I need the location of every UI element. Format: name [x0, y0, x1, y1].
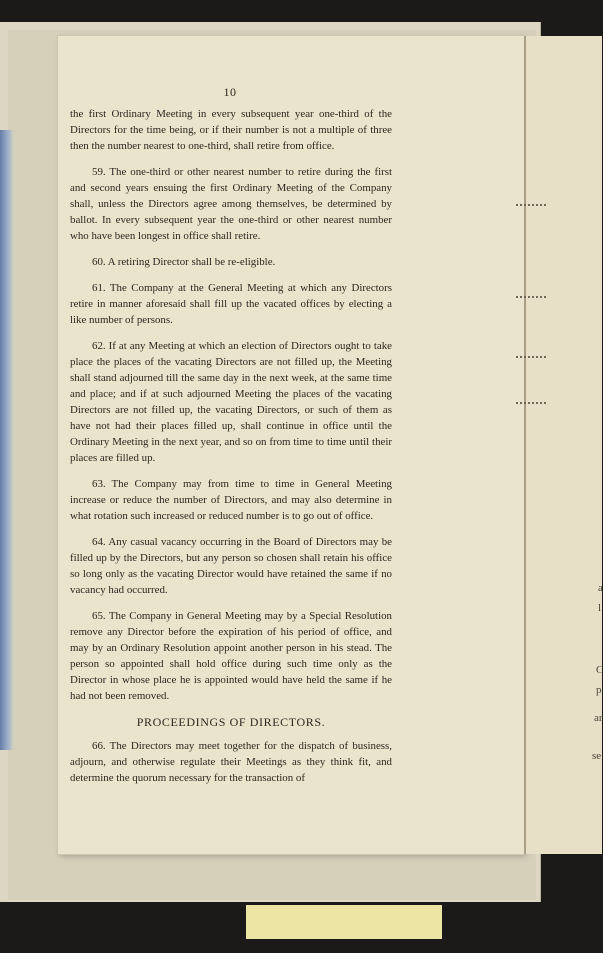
- facing-page-fragment: se: [592, 750, 602, 762]
- page-number: 10: [223, 85, 237, 99]
- binding-stitch: [516, 204, 546, 212]
- paragraph-59: 59. The one-third or other nearest number to retire during the first and second years ensuing the first Ordinary Meeting of the Company shall, unless the Directors agree among themselves, be determined by ballot. In every subsequent year the one-third or other nearest number who have been longest in office shall retire.: [70, 166, 392, 242]
- paragraph-64: 64. Any casual vacancy occurring in the Board of Directors may be filled up by the Directors, but any person so chosen shall retain his office so long only as the vacating Director would have retained the same if no vacancy had occurred.: [70, 536, 392, 596]
- binding-stitch: [516, 296, 546, 304]
- facing-page-fragment: C: [596, 664, 603, 676]
- facing-page-fragment: l: [598, 602, 602, 614]
- paragraph-continuation: the first Ordinary Meeting in every subsequent year one-third of the Directors for the time being, or if their number is not a multiple of three then the number nearest to one-third, shall retire from office.: [70, 108, 392, 152]
- blue-cover-edge: [0, 130, 14, 750]
- facing-page-fragment: ar: [594, 712, 603, 724]
- paragraph-61: 61. The Company at the General Meeting at which any Directors retire in manner aforesaid shall fill up the vacated offices by electing a like number of persons.: [70, 282, 392, 326]
- paragraph-66: 66. The Directors may meet together for the dispatch of business, adjourn, and otherwise regulate their Meetings as they think fit, and determine the quorum necessary for the transaction of: [70, 740, 392, 784]
- facing-page-fragment: p: [596, 684, 602, 696]
- facing-page-fragment: a: [598, 582, 603, 594]
- page-text: [70, 84, 392, 796]
- paragraph-63: 63. The Company may from time to time in General Meeting increase or reduce the number of Directors, and may also determine in what rotation such increased or reduced number is to go out of office.: [70, 478, 392, 522]
- paragraph-65: 65. The Company in General Meeting may by a Special Resolution remove any Director before the expiration of his period of office, and may by an Ordinary Resolution appoint another person in his stead. The person so appointed shall hold office during such time only as the Director in whose place he is appointed would have held the same if he had not been removed.: [70, 610, 392, 702]
- paragraph-60: 60. A retiring Director shall be re-eligible.: [92, 256, 276, 268]
- facing-page-edge: [524, 36, 602, 854]
- paragraph-62: 62. If at any Meeting at which an election of Directors ought to take place the places of the vacating Directors are not filled up, the Meeting shall stand adjourned till the same day in the next week, at the same time and place; and if at such adjourned Meeting the places of the vacating Directors are not filled up, the vacating Directors, or such of them as have not had their places filled up, shall continue in office until the Ordinary Meeting in the next year, and so on from time to time until their places are filled up.: [70, 340, 392, 464]
- binding-stitch: [516, 402, 546, 410]
- section-heading: PROCEEDINGS OF DIRECTORS.: [136, 715, 326, 729]
- binding-stitch: [516, 356, 546, 364]
- yellow-paper-tab: [246, 905, 442, 939]
